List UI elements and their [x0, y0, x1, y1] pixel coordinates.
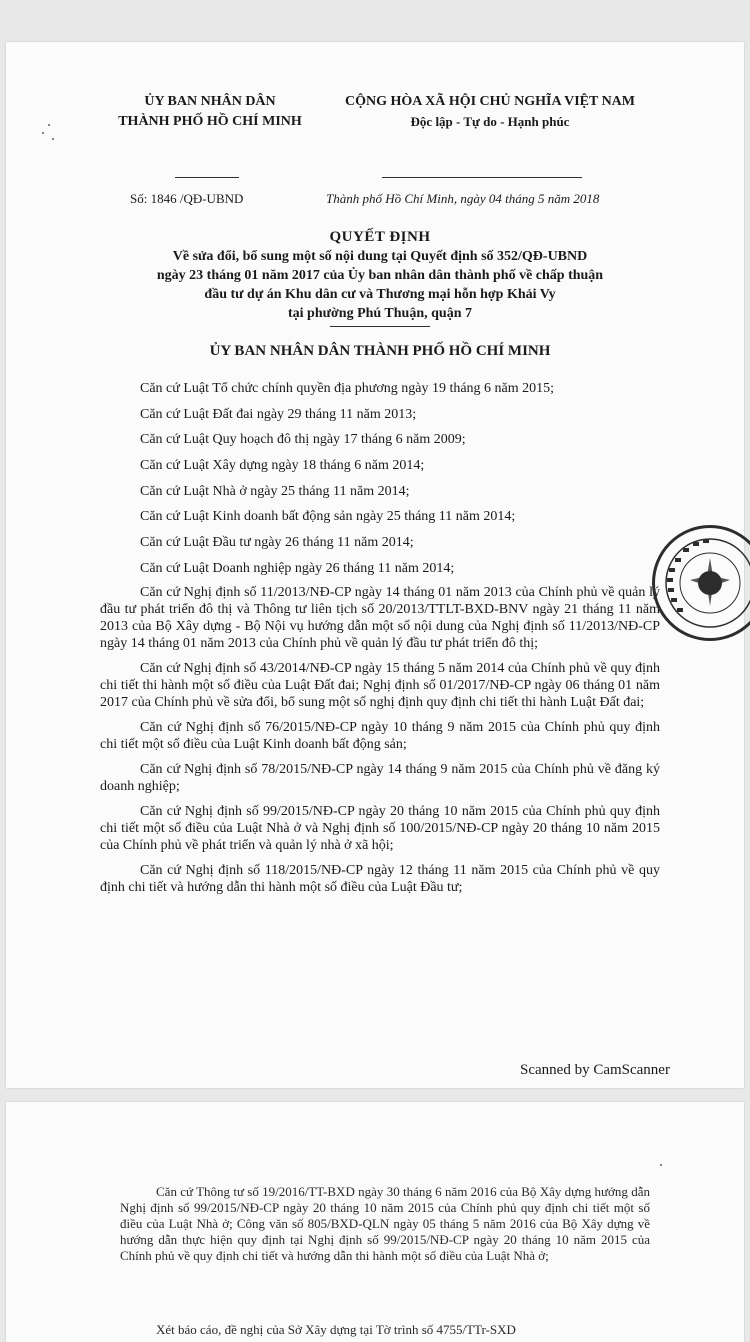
scan-speck	[42, 132, 44, 134]
legal-basis-paragraph: Căn cứ Nghị định số 76/2015/NĐ-CP ngày 10 tháng 9 năm 2015 của Chính phủ quy định chi tiết một số điều của Luật Kinh doanh bất động sản;	[100, 719, 660, 752]
motto: Độc lập - Tự do - Hạnh phúc	[410, 114, 570, 129]
legal-basis-paragraph: Căn cứ Nghị định số 99/2015/NĐ-CP ngày 20 tháng 10 năm 2015 của Chính phủ quy định chi tiết một số điều của Luật Nhà ở và Nghị định số 100/2015/NĐ-CP ngày 20 tháng 10 năm 2015 của Chính phủ về phát triển và quản lý nhà ở xã hội;	[100, 803, 660, 853]
decision-authority: ỦY BAN NHÂN DÂN THÀNH PHỐ HỒ CHÍ MINH	[209, 343, 551, 359]
legal-basis-item: Căn cứ Luật Đầu tư ngày 26 tháng 11 năm 2014;	[140, 535, 414, 551]
title-underline	[330, 326, 430, 327]
legal-basis-item: Căn cứ Luật Kinh doanh bất động sản ngày 25 tháng 11 năm 2014;	[140, 509, 516, 525]
legal-basis-item: Căn cứ Luật Quy hoạch đô thị ngày 17 tháng 6 năm 2009;	[140, 432, 466, 448]
title-main: QUYẾT ĐỊNH	[329, 229, 431, 245]
authority-line-2: THÀNH PHỐ HỒ CHÍ MINH	[118, 114, 302, 129]
title-line-3: đầu tư dự án Khu dân cư và Thương mại hỗn hợp Khải Vy	[204, 287, 556, 302]
place-date: Thành phố Hồ Chí Minh, ngày 04 tháng 5 năm 2018	[326, 191, 600, 206]
legal-basis-paragraph: Căn cứ Nghị định số 118/2015/NĐ-CP ngày 12 tháng 11 năm 2015 của Chính phủ về quy định chi tiết và hướng dẫn thi hành một số điều của Luật Đầu tư;	[100, 862, 660, 895]
legal-basis-item: Căn cứ Luật Xây dựng ngày 18 tháng 6 năm 2014;	[140, 458, 425, 474]
scan-speck	[52, 138, 54, 140]
header-underline-left	[175, 177, 239, 178]
national-motto	[320, 92, 660, 132]
legal-basis-item: Căn cứ Luật Nhà ở ngày 25 tháng 11 năm 2014;	[140, 483, 410, 499]
title-line-2: ngày 23 tháng 01 năm 2017 của Ủy ban nhân dân thành phố về chấp thuận	[156, 268, 604, 283]
decision-title	[100, 228, 660, 323]
legal-basis-paragraph: Căn cứ Nghị định số 11/2013/NĐ-CP ngày 14 tháng 01 năm 2013 của Chính phủ về quản lý đầu tư phát triển đô thị và Thông tư liên tịch số 20/2013/TTLT-BXD-BNV ngày 21 tháng 11 năm 2013 của Bộ Xây dựng - Bộ Nội vụ hướng dẫn một số nội dung của Nghị định số 11/2013/NĐ-CP ngày 14 tháng 01 năm 2013 của Chính phủ về quản lý đầu tư phát triển đô thị;	[100, 584, 660, 651]
header-underline-right	[382, 177, 582, 178]
legal-basis-list	[100, 376, 660, 896]
legal-basis-item: Căn cứ Luật Doanh nghiệp ngày 26 tháng 11 năm 2014;	[140, 560, 455, 576]
seal-graphic	[655, 528, 750, 638]
legal-basis-paragraph: Căn cứ Nghị định số 78/2015/NĐ-CP ngày 14 tháng 9 năm 2015 của Chính phủ về đăng ký doanh nghiệp;	[100, 761, 660, 794]
scan-speck	[660, 1164, 662, 1166]
title-line-4: tại phường Phú Thuận, quận 7	[288, 306, 472, 321]
authority-line-1: ỦY BAN NHÂN DÂN	[144, 94, 276, 109]
page2-paragraph: Căn cứ Thông tư số 19/2016/TT-BXD ngày 30 tháng 6 năm 2016 của Bộ Xây dựng hướng dẫn Nghị định số 99/2015/NĐ-CP ngày 20 tháng 10 năm 2015 của Chính phủ quy định chi tiết một số điều của Luật Nhà ở; Công văn số 805/BXD-QLN ngày 05 tháng 5 năm 2016 của Bộ Xây dựng về hướng dẫn thực hiện quy định tại Nghị định số 99/2015/NĐ-CP ngày 20 tháng 10 năm 2015 của Chính phủ về quy định chi tiết và hướng dẫn thi hành một số điều của Luật Nhà ở;	[120, 1184, 650, 1263]
camscanner-watermark: Scanned by CamScanner	[520, 1062, 670, 1078]
country-name: CỘNG HÒA XÃ HỘI CHỦ NGHĨA VIỆT NAM	[344, 94, 635, 109]
page2-cut-line: Xét báo cáo, đề nghị của Sở Xây dựng tại Tờ trình số 4755/TTr-SXD	[156, 1322, 516, 1337]
document-number: Số: 1846 /QĐ-UBND	[130, 191, 244, 206]
legal-basis-paragraph: Căn cứ Nghị định số 43/2014/NĐ-CP ngày 15 tháng 5 năm 2014 của Chính phủ về quy định chi tiết thi hành một số điều của Luật Đất đai; Nghị định số 01/2017/NĐ-CP ngày 06 tháng 01 năm 2017 của Chính phủ về sửa đổi, bổ sung một số nghị định quy định chi tiết thi hành Luật Đất đai;	[100, 660, 660, 710]
legal-basis-item: Căn cứ Luật Đất đai ngày 29 tháng 11 năm 2013;	[140, 406, 417, 422]
title-line-1: Về sửa đổi, bổ sung một số nội dung tại Quyết định số 352/QĐ-UBND	[172, 249, 588, 264]
issuing-authority	[100, 92, 320, 132]
scan-speck	[48, 124, 50, 126]
legal-basis-item: Căn cứ Luật Tổ chức chính quyền địa phương ngày 19 tháng 6 năm 2015;	[140, 381, 555, 396]
